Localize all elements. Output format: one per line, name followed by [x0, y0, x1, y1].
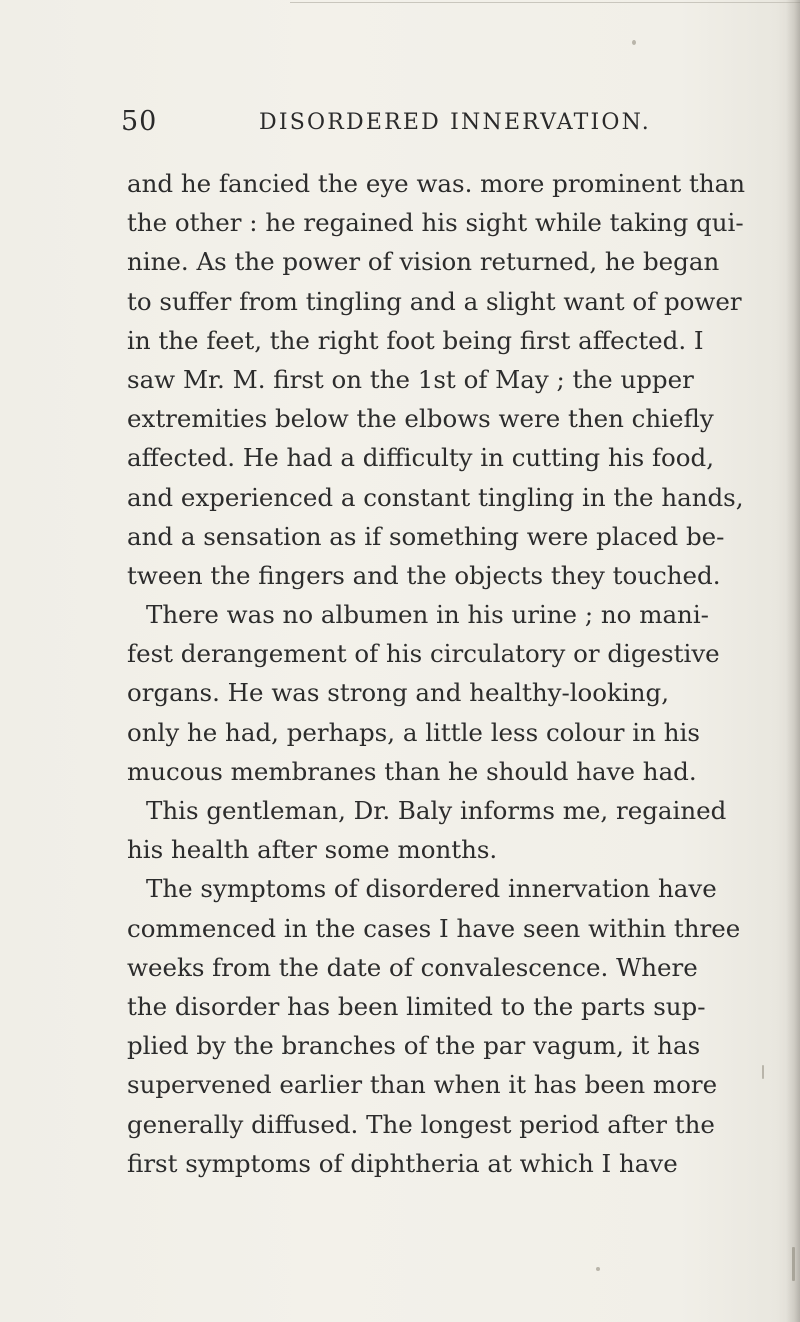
text-line: weeks from the date of convalescence. Where	[127, 952, 698, 982]
text-line: saw Mr. M. first on the 1st of May ; the upper	[127, 364, 694, 394]
paper-speck	[596, 1267, 600, 1271]
text-line: This gentleman, Dr. Baly informs me, regained	[146, 796, 727, 825]
binding-shadow	[786, 0, 800, 1322]
text-line: affected. He had a difficulty in cutting his food,	[127, 443, 715, 473]
text-line: fest derangement of his circulatory or digestive	[127, 639, 720, 669]
text-line: nine. As the power of vision returned, he began	[127, 247, 720, 277]
running-head: DISORDERED INNERVATION.	[259, 110, 651, 135]
text-line: commenced in the cases I have seen within three	[127, 913, 741, 943]
text-line: and he fancied the eye was. more prominent than	[127, 169, 746, 198]
text-line: and experienced a constant tingling in the hands,	[127, 482, 744, 512]
text-line: plied by the branches of the par vagum, it has	[127, 1031, 701, 1061]
text-line: only he had, perhaps, a little less colour in his	[127, 717, 700, 747]
text-line: first symptoms of diphtheria at which I have	[127, 1148, 678, 1178]
body-text	[127, 164, 787, 1183]
page-number: 50	[121, 106, 158, 137]
paper-speck	[762, 1065, 764, 1079]
page-header	[121, 106, 681, 140]
text-line: his health after some months.	[127, 835, 498, 865]
text-line: tween the fingers and the objects they touched.	[127, 560, 721, 590]
text-line: organs. He was strong and healthy-looking,	[127, 678, 669, 708]
text-line: and a sensation as if something were placed be-	[127, 521, 725, 551]
paper-speck	[632, 40, 636, 45]
paper-speck	[792, 1247, 795, 1281]
text-line: generally diffused. The longest period after the	[127, 1109, 715, 1139]
page-edge-line	[290, 2, 800, 3]
text-line: the disorder has been limited to the parts sup-	[127, 991, 706, 1021]
text-line: The symptoms of disordered innervation have	[146, 874, 717, 904]
text-line: There was no albumen in his urine ; no mani-	[146, 600, 709, 630]
text-line: mucous membranes than he should have had.	[127, 756, 697, 786]
text-line: in the feet, the right foot being first affected. I	[127, 325, 704, 355]
text-line: supervened earlier than when it has been more	[127, 1070, 718, 1100]
text-line: to suffer from tingling and a slight want of power	[127, 286, 742, 316]
text-line: the other : he regained his sight while taking qui-	[127, 208, 744, 238]
text-line: extremities below the elbows were then chiefly	[127, 404, 714, 434]
